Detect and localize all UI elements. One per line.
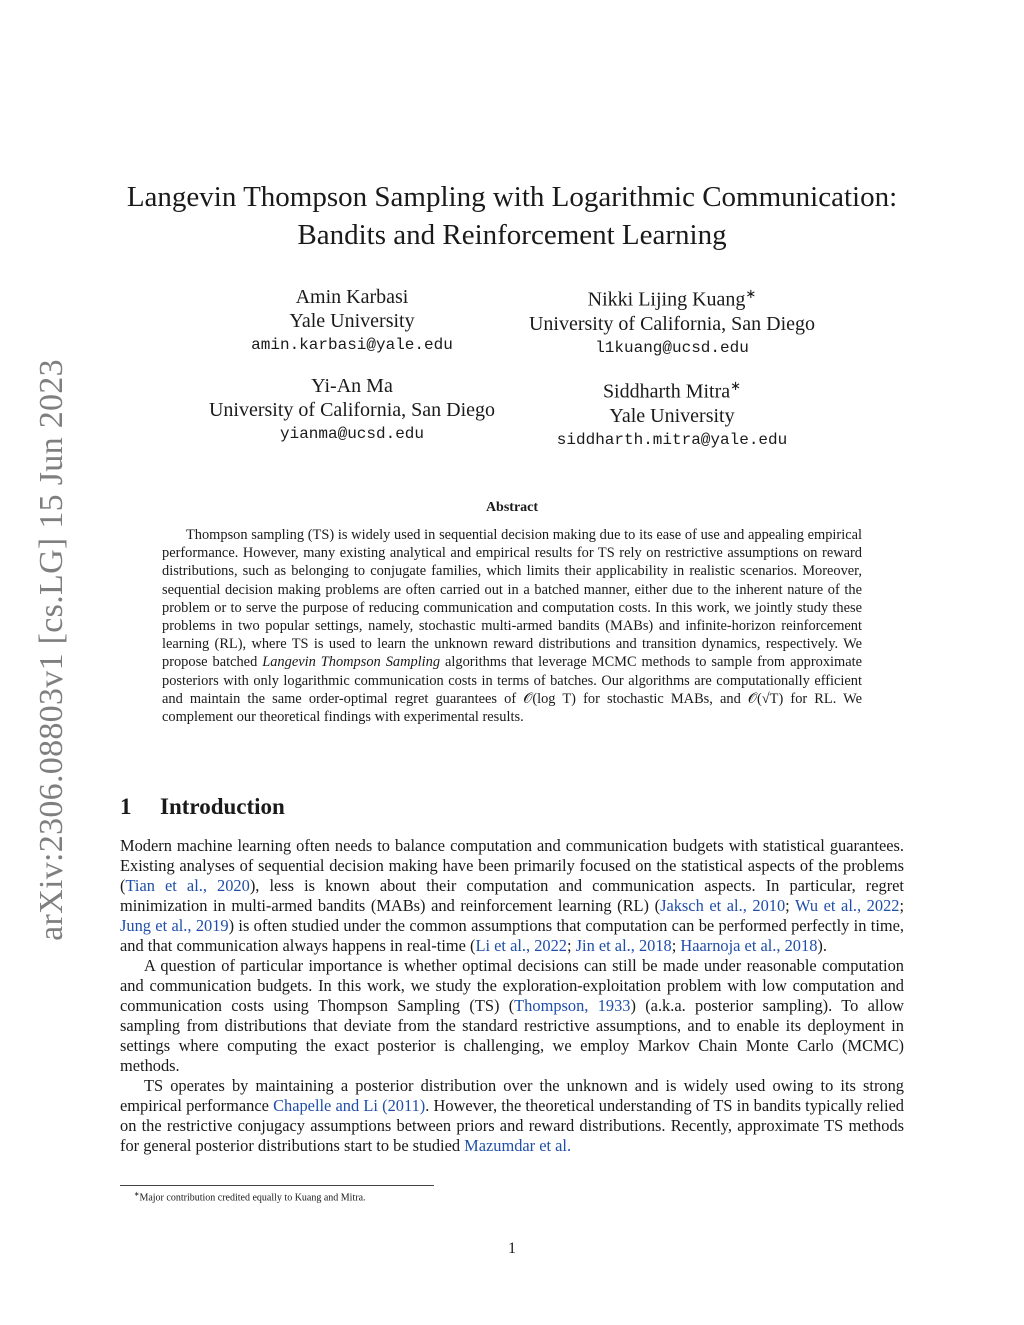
citation-link[interactable]: Haarnoja et al., 2018 xyxy=(680,936,818,955)
page-number: 1 xyxy=(508,1240,516,1257)
citation-link[interactable]: Jin et al., 2018 xyxy=(575,936,672,955)
footnote-text: Major contribution credited equally to Kuang and Mitra. xyxy=(139,1192,366,1204)
paragraph: Modern machine learning often needs to balance computation and communication budgets with statistical guarantees. Existing analyses of sequential decision making have been primarily focused on the statistical aspects of the problems (Tian et al., 2020), less is known about their computation and communication aspects. In particular, regret minimization in multi-armed bandits (MABs) and reinforcement learning (RL) (Jaksch et al., 2010; Wu et al., 2022; Jung et al., 2019) is often studied under the common assumptions that computation can be performed perfectly in time, and that communication always happens in real-time (Li et al., 2022; Jin et al., 2018; Haarnoja et al., 2018). xyxy=(120,836,905,955)
section-number: 1 xyxy=(120,794,132,819)
paragraph-text: ) (a.k.a. posterior sampling). To allow sampling from distributions that deviate from the standard restrictive assumptions, and to enable its deployment in settings where computing the exact posterior is challenging, we employ Markov Chain Monte Carlo (MCMC) methods. xyxy=(120,996,904,1075)
citation-link[interactable]: Tian et al., 2020 xyxy=(125,876,250,895)
title-line-1: Langevin Thompson Sampling with Logarithmic Communication: xyxy=(126,181,898,213)
citation-link[interactable]: Chapelle and Li (2011) xyxy=(273,1096,426,1115)
abstract-text: for RL. We complement our theoretical findings with experimental results. xyxy=(162,690,862,726)
paper-title xyxy=(100,178,924,254)
paragraph-text: Modern machine learning often needs to balance computation and communication budgets with statistical guarantees. Existing analyses of sequential decision making have been primarily focused on the statistical aspects of the problems ( xyxy=(120,836,904,895)
citation-link[interactable]: Mazumdar et al. xyxy=(464,1136,572,1155)
author-block-4 xyxy=(472,374,872,452)
paragraph-text: ), less is known about their computation and communication aspects. In particular, regret minimization in multi-armed bandits (MABs) and reinforcement learning (RL) ( xyxy=(120,876,904,915)
footnote-mark: ∗ xyxy=(134,1191,140,1198)
citation-link[interactable]: Li et al., 2022 xyxy=(475,936,567,955)
author-block-2 xyxy=(472,282,872,360)
paragraph-text: ) is often studied under the common assumptions that computation can be performed perfectly in time, and that communication always happens in real-time ( xyxy=(120,916,904,955)
abstract-text: for stochastic MABs, and xyxy=(575,690,748,707)
author-name: Amin Karbasi xyxy=(295,286,409,308)
math-expression: 𝒪(log T) xyxy=(523,690,576,707)
paragraph xyxy=(120,1076,904,1156)
arxiv-stamp: arXiv:2306.08803v1 [cs.LG] 15 Jun 2023 xyxy=(33,359,70,941)
paragraph-text: A question of particular importance is whether optimal decisions can still be made under reasonable computation and communication budgets. In this work, we study the exploration-exploitation problem with low computation and communication costs using Thompson Sampling (TS) ( xyxy=(120,956,904,1015)
paragraph xyxy=(120,956,904,1076)
citation-link[interactable]: Jaksch et al., 2010 xyxy=(660,896,786,915)
section-heading xyxy=(120,794,285,820)
section-title: Introduction xyxy=(160,794,285,819)
abstract-heading: Abstract xyxy=(485,500,539,515)
citation-link[interactable]: Wu et al., 2022 xyxy=(795,896,900,915)
body-text xyxy=(120,836,904,1156)
author-affiliation: University of California, San Diego xyxy=(528,312,816,335)
author-email[interactable]: amin.karbasi@yale.edu xyxy=(251,336,453,354)
author-affiliation: University of California, San Diego xyxy=(208,399,496,421)
author-name: Nikki Lijing Kuang xyxy=(587,288,746,311)
author-affiliation: Yale University xyxy=(289,310,415,332)
citation-link[interactable]: Thompson, 1933 xyxy=(514,996,631,1015)
footnote xyxy=(134,1190,366,1203)
title-line-2: Bandits and Reinforcement Learning xyxy=(297,219,727,251)
author-mark: ∗ xyxy=(745,286,757,301)
citation-link[interactable]: Jung et al., 2019 xyxy=(120,916,229,935)
abstract-text: algorithms that leverage MCMC methods to sample from approximate posteriors with only logarithmic communication costs in terms of batches. Our algorithms are computationally efficient and maintain the same order-optimal regret guarantees of xyxy=(162,654,862,707)
footnote-rule xyxy=(120,1185,434,1186)
abstract-italic: Langevin Thompson Sampling xyxy=(262,654,441,671)
author-affiliation: Yale University xyxy=(609,404,735,427)
abstract-text: Thompson sampling (TS) is widely used in sequential decision making due to its ease of use and appealing empirical performance. However, many existing analytical and empirical results for TS rely on restrictive assumptions on reward distributions, such as belonging to conjugate families, which limits their applicability in realistic scenarios. Moreover, sequential decision making problems are often carried out in a batched manner, either due to the inherent nature of the problem or to serve the purpose of reducing communication and computation costs. In this work, we jointly study these problems in two popular settings, namely, stochastic multi-armed bandits (MABs) and infinite-horizon reinforcement learning (RL), where TS is used to learn the unknown reward distributions and transition dynamics, respectively. We propose batched xyxy=(162,527,862,671)
author-email[interactable]: siddharth.mitra@yale.edu xyxy=(556,430,788,449)
abstract-body xyxy=(162,526,862,726)
math-expression: 𝒪(√T) xyxy=(747,690,784,707)
author-email[interactable]: l1kuang@ucsd.edu xyxy=(595,338,749,357)
author-mark: ∗ xyxy=(730,378,742,393)
author-email[interactable]: yianma@ucsd.edu xyxy=(279,425,425,443)
author-name: Siddharth Mitra xyxy=(602,380,731,403)
author-name: Yi-An Ma xyxy=(311,375,393,397)
paragraph-text: . However, the theoretical understanding of TS in bandits typically relied on the restrictive conjugacy assumptions between priors and reward distributions. Recently, approximate TS methods for general posterior distributions start to be studied xyxy=(120,1096,904,1155)
paragraph-text: TS operates by maintaining a posterior distribution over the unknown and is widely used owing to its strong empirical performance xyxy=(120,1076,904,1115)
paragraph-text: ). xyxy=(817,936,827,955)
